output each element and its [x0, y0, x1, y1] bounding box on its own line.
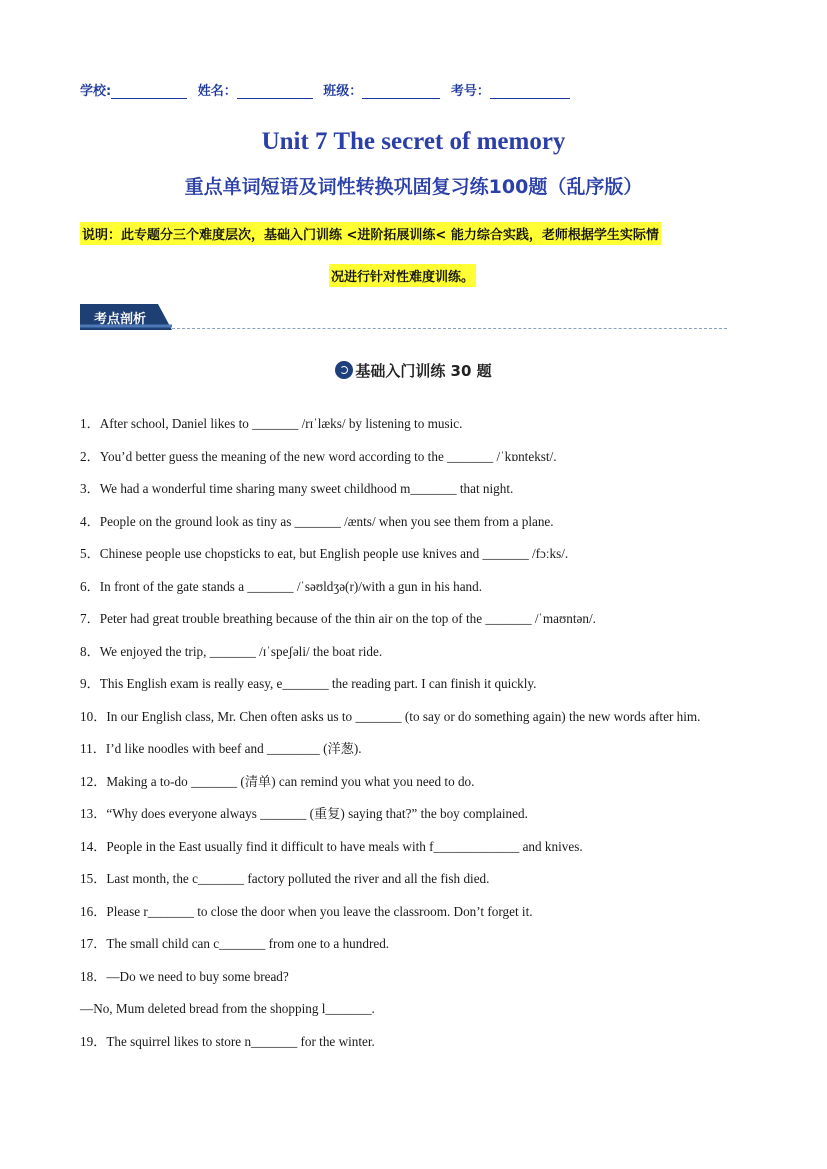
school-blank[interactable]	[111, 84, 187, 99]
question-item: 12．Making a to-do _______ (清单) can remind you what you need to do.	[80, 773, 475, 789]
section-tab-label: 考点剖析	[94, 312, 147, 327]
question-item: 11．I’d like noodles with beef and ________ (洋葱).	[80, 741, 362, 756]
section-divider	[172, 328, 727, 329]
name-label: 姓名：	[197, 84, 237, 99]
level-heading	[0, 360, 827, 381]
question-item: 3．We had a wonderful time sharing many sweet childhood m_______ that night.	[80, 481, 514, 496]
question-item: 14．People in the East usually find it difficult to have meals with f_____________ and knives.	[80, 838, 583, 854]
question-item: —No, Mum deleted bread from the shopping l_______.	[80, 1001, 375, 1016]
exam-no-field	[451, 80, 570, 99]
exam-no-blank[interactable]	[490, 84, 570, 99]
name-field	[198, 80, 313, 99]
school-field	[80, 80, 187, 99]
level-heading-text: 基础入门训练 30 题	[355, 362, 492, 380]
note-line-2: 况进行针对性难度训练。	[329, 264, 476, 287]
page-subtitle: 重点单词短语及词性转换巩固复习练100题（乱序版）	[184, 176, 643, 198]
question-item: 16．Please r_______ to close the door when you leave the classroom. Don’t forget it.	[80, 903, 533, 919]
question-item: 13．“Why does everyone always _______ (重复) saying that?” the boy complained.	[80, 806, 528, 821]
section-tab	[80, 304, 172, 330]
question-item: 15．Last month, the c_______ factory polluted the river and all the fish died.	[80, 871, 490, 886]
question-item: 4．People on the ground look as tiny as _______ /ænts/ when you see them from a plane.	[80, 513, 554, 529]
question-item: 19．The squirrel likes to store n_______ for the winter.	[80, 1033, 375, 1049]
header-fields	[80, 80, 576, 99]
school-label: 学校:	[80, 84, 112, 99]
question-item: 5．Chinese people use chopsticks to eat, but English people use knives and _______ /fɔːks/.	[80, 546, 569, 561]
level-icon	[335, 361, 353, 379]
question-list	[80, 408, 745, 1058]
question-item: 6．In front of the gate stands a _______ /ˈsəʊldʒə(r)/with a gun in his hand.	[80, 578, 483, 594]
name-blank[interactable]	[237, 84, 313, 99]
note-line-1: 说明：此专题分三个难度层次，基础入门训练 <进阶拓展训练< 能力综合实践，老师根据学生实际情	[80, 222, 661, 245]
class-blank[interactable]	[362, 84, 440, 99]
question-item: 7．Peter had great trouble breathing because of the thin air on the top of the _______ /ˈmaʊntən/.	[80, 611, 596, 626]
exam-no-label: 考号：	[450, 84, 490, 99]
class-field	[323, 80, 440, 99]
question-item: 18．—Do we need to buy some bread?	[80, 968, 289, 984]
question-item: 10．In our English class, Mr. Chen often asks us to _______ (to say or do something again) the new words after him.	[80, 708, 701, 724]
page-title: Unit 7 The secret of memory	[261, 128, 566, 155]
class-label: 班级：	[323, 84, 363, 99]
question-item: 2．You’d better guess the meaning of the new word according to the _______ /ˈkɒntekst/.	[80, 448, 557, 464]
question-item: 9．This English exam is really easy, e_______ the reading part. I can finish it quickly.	[80, 676, 537, 691]
question-item: 8．We enjoyed the trip, _______ /ɪˈspeʃəli/ the boat ride.	[80, 643, 383, 659]
question-item: 17．The small child can c_______ from one to a hundred.	[80, 936, 390, 951]
question-item: 1．After school, Daniel likes to _______ /rɪˈlæks/ by listening to music.	[80, 416, 463, 431]
